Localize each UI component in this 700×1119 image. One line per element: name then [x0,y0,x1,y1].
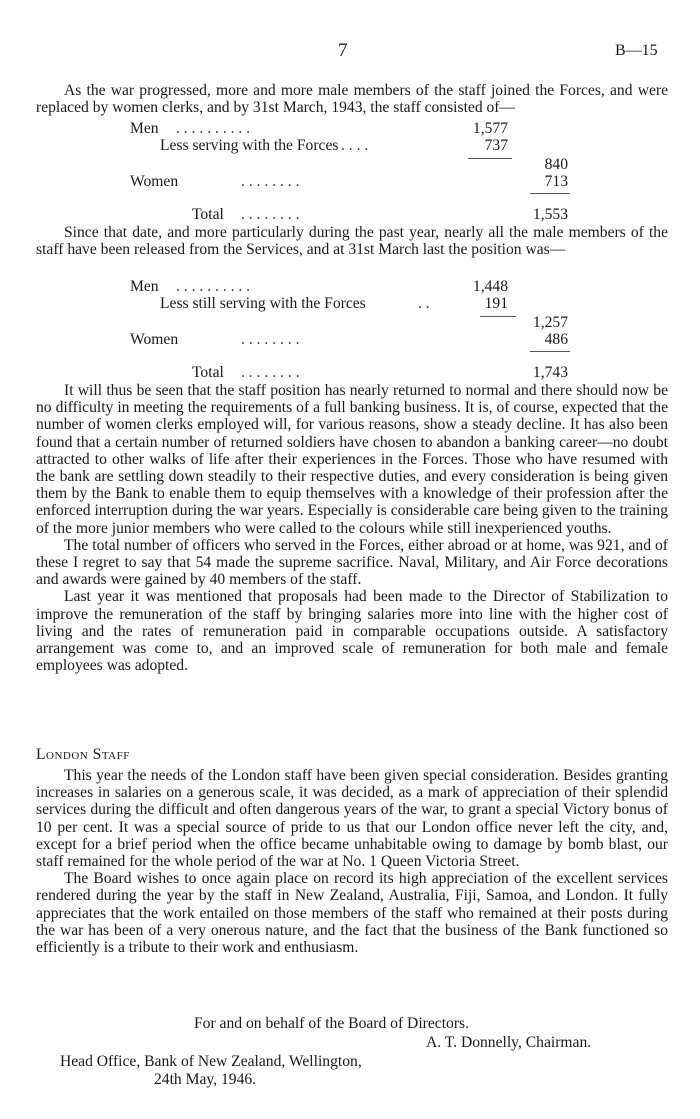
section-heading: London Staff [36,746,130,763]
paragraph-staff-release: Since that date, and more particularly during the past year, nearly all the male members of the staff have been released from the Services, and at 31st March last the position was— [36,224,668,259]
leader-dots: . . . . . . . . [241,364,300,381]
net-men-value: 840 [544,156,568,173]
staff-table-current [36,278,668,388]
subtotal-rule [480,316,516,317]
men-label: Men [130,278,159,295]
men-label: Men [130,120,159,137]
paragraph-london-staff: This year the needs of the London staff have been given special consideration. Besides granting increases in salaries on a generous scale, it was decided, as a mark of appreciation of their splendid services during the difficult and often dangerous years of the war, to grant a special Victory bonus of 10 per cent. It was a special source of pride to us that our London office never left the city, and, except for a brief period when the office became unhabitable owing to damage by bomb blast, our staff remained for the whole period of the war at No. 1 Queen Victoria Street. [36,767,668,871]
women-label: Women [130,173,179,190]
london-staff-section [36,746,668,763]
paragraph-remuneration: Last year it was mentioned that proposals had been made to the Director of Stabilization to improve the remuneration of the staff by bringing salaries more into line with the higher cost of living and the rates of remuneration paid in comparable occupations outside. A satisfactory arrangement was come to, and an improved scale of remuneration for both male and female employees was adopted. [36,588,668,675]
address-block [36,1053,668,1070]
paragraph-officers-served: The total number of officers who served in the Forces, either abroad or at home, was 921, and of these I regret to say that 54 made the supreme sacrifice. Naval, Military, and Air Force decorations and awards were gained by 40 members of the staff. [36,536,668,589]
leader-dots: . . . . . . . . [241,331,300,348]
staff-table-1943 [36,120,668,230]
signatory: A. T. Donnelly, Chairman. [426,1034,592,1051]
leader-dots: . . . . [341,137,369,154]
total-label: Total [192,364,224,381]
subtotal-rule [468,158,512,159]
office-address: Head Office, Bank of New Zealand, Wellington, [60,1053,362,1070]
leader-dots: . . . . . . . . . . [176,120,251,137]
staff-release-section [36,224,668,258]
paragraph-staff-position: It will thus be seen that the staff position has nearly returned to normal and there should now be no difficulty in meeting the requirements of a full banking business. It is, of course, expected that the number of women clerks employed will, for various reasons, show a steady decline. It has also been found that a certain number of returned soldiers have chosen to abandon a banking career—no doubt attracted to other walks of life after their experiences in the Forces. Those who have resumed with the bank are settling down steadily to their respective duties, and every consideration is being given them by the Bank to enable them to equip themselves with a knowledge of their profession after the enforced interruption during the war years. Especially is considerable care being given to the training of the more junior members who were called to the colours while still inexperienced youths. [36,382,668,537]
leader-dots: . . . . . . . . . . [176,278,251,295]
closing-line: For and on behalf of the Board of Directors. [194,1015,469,1032]
document-date: 24th May, 1946. [154,1071,257,1088]
total-rule [530,193,570,194]
less-serving-label: Less still serving with the Forces [160,295,366,312]
london-staff-body [36,767,668,956]
less-serving-value: 737 [484,137,508,154]
staff-intro-section [36,82,668,116]
leader-dots: . . . . . . . . [241,206,300,223]
total-value: 1,743 [532,364,568,381]
date-block [36,1071,668,1088]
less-serving-value: 191 [484,295,508,312]
leader-dots: . . . . . . . . [241,173,300,190]
paragraph-board-appreciation: The Board wishes to once again place on record its high appreciation of the excellent services rendered during the year by the staff in New Zealand, Australia, Fiji, Samoa, and London. It fully appreciates that the work entailed on those members of the staff who remained at their posts during the war has been of a very onerous nature, and the fact that the business of the Bank functioned so efficiently is a tribute to their work and enthusiasm. [36,870,668,957]
women-label: Women [130,331,179,348]
men-value: 1,577 [472,120,508,137]
men-value: 1,448 [472,278,508,295]
paragraph-war-staff: As the war progressed, more and more male members of the staff joined the Forces, and were replaced by women clerks, and by 31st March, 1943, the staff consisted of— [36,82,668,117]
total-value: 1,553 [532,206,568,223]
less-serving-label: Less serving with the Forces [160,137,339,154]
document-reference: B—15 [615,42,658,59]
total-label: Total [192,206,224,223]
net-men-value: 1,257 [532,314,568,331]
leader-dots: . . [418,295,430,312]
total-rule [530,351,570,352]
closing-block [36,1015,668,1032]
women-value: 713 [544,173,568,190]
signature-block [36,1034,668,1051]
staff-commentary-section [36,382,668,674]
women-value: 486 [544,331,568,348]
page-number: 7 [338,40,348,61]
